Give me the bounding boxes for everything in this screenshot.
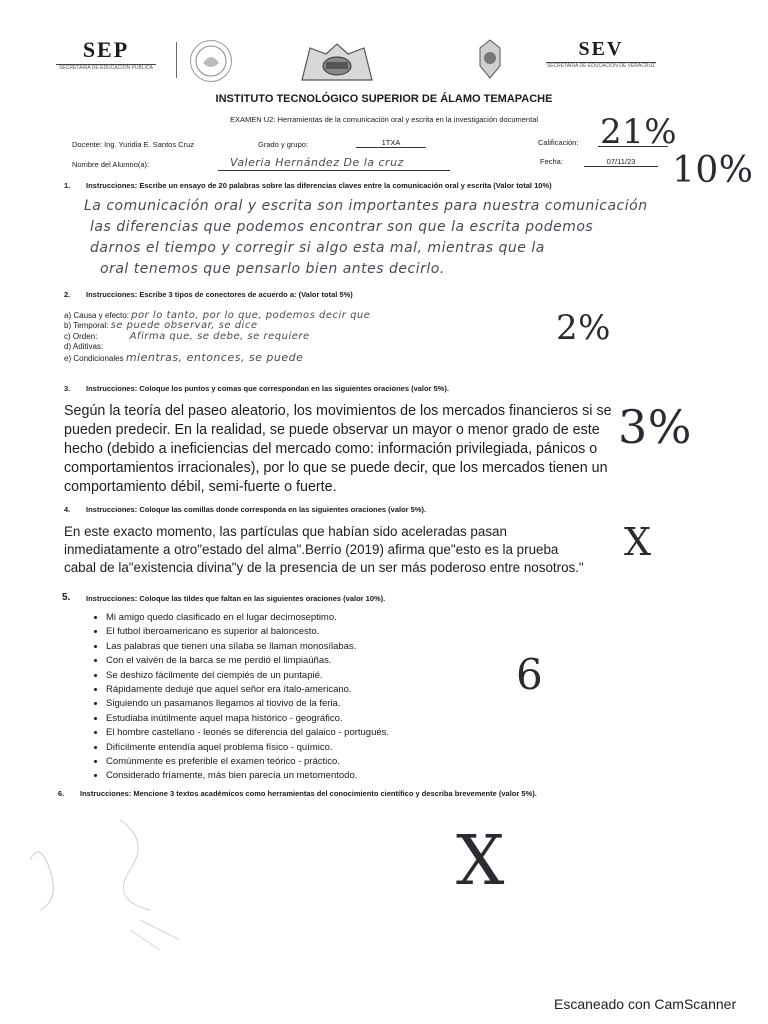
- q4-number: 4.: [64, 505, 71, 514]
- q2-number: 2.: [64, 290, 71, 299]
- q3-instructions: Instrucciones: Coloque los puntos y comas que correspondan en las siguientes oraciones (valor 5%).: [86, 384, 450, 393]
- sep-logo-sub: SECRETARÍA DE EDUCACIÓN PÚBLICA: [59, 65, 153, 71]
- q2-items: [64, 311, 370, 364]
- q3-line: comportamiento débil, semi-fuerte o fuerte.: [64, 479, 337, 495]
- q1-answer-line: las diferencias que podemos encontrar son que la escrita podemos: [90, 219, 594, 235]
- q5-item: • Estudiaba inútilmente aquel mapa histórico - geográfico.: [106, 712, 512, 726]
- fecha-value: 07/11/23: [584, 157, 658, 167]
- alumno-value: Valeria Hernández De la cruz: [230, 156, 404, 169]
- q1-answer-line: oral tenemos que pensarlo bien antes decirlo.: [100, 261, 445, 277]
- q1-answer: [84, 196, 754, 280]
- q5-item: • Rápidamente dedujé que aquel señor era ítalo-americano.: [106, 683, 512, 697]
- veracruz-seal-icon: [466, 36, 514, 84]
- q2-item-answer: Afirma que, se debe, se requiere: [129, 330, 310, 342]
- q5-item: • El hombre castellano - leonés se diferencia del galaico - portugués.: [106, 726, 512, 740]
- sep-logo: [46, 38, 166, 86]
- itsat-logo-icon: [296, 40, 378, 84]
- q6-number: 6.: [58, 789, 65, 798]
- q2-instructions: Instrucciones: Escribe 3 tipos de conectores de acuerdo a: (Valor total 5%): [86, 290, 353, 299]
- q1-answer-line: darnos el tiempo y corregir si algo esta mal, mientras que la: [90, 240, 545, 256]
- q5-item: • Difícilmente entendía aquel problema físico - químico.: [106, 741, 512, 755]
- q3-paragraph: [64, 402, 624, 497]
- q4-paragraph: [64, 523, 624, 577]
- exam-title: EXAMEN U2: Herramientas de la comunicación oral y escrita en la investigación documental: [229, 115, 539, 124]
- q2-item-c: [64, 332, 370, 342]
- q5-item: • Considerado fríamente, más bien parecía un metomentodo.: [106, 769, 512, 783]
- sev-logo-text: SEV: [578, 38, 624, 60]
- q2-item-label: b) Temporal:: [64, 321, 109, 331]
- sep-logo-text: SEP: [82, 37, 130, 62]
- q5-list: [92, 611, 512, 784]
- q5-item: • Se deshizo fácilmente del ciempiés de un puntapié.: [106, 669, 512, 683]
- alumno-line: [218, 170, 450, 171]
- q6-instructions: Instrucciones: Mencione 3 textos académicos como herramientas del conocimiento científico y describa brevemente (valor 5%).: [80, 789, 537, 798]
- sev-logo-sub: SECRETARÍA DE EDUCACIÓN DE VERACRUZ: [546, 63, 656, 69]
- q5-item: • Mi amigo quedo clasificado en el lugar decimoseptimo.: [106, 611, 512, 625]
- q4-line: En este exacto momento, las partículas que habían sido aceleradas pasan: [64, 524, 507, 539]
- q3-number: 3.: [64, 384, 71, 393]
- camscanner-watermark: Escaneado con CamScanner: [554, 996, 737, 1012]
- q2-item-e: [64, 350, 370, 364]
- q2-item-label: e) Condicionales: [64, 353, 124, 363]
- q5-item: • Con el vaivén de la barca se me perdió el limpiaúñas.: [106, 654, 512, 668]
- q2-item-label: a) Causa y efecto:: [64, 311, 129, 320]
- q3-grade: 3%: [618, 400, 692, 454]
- mexico-seal-icon: [190, 40, 232, 82]
- q2-item-answer: se puede observar, se dice: [110, 320, 258, 332]
- q2-grade: 2%: [556, 308, 611, 348]
- q2-item-answer: por lo tanto, por lo que, podemos decir que: [131, 310, 371, 321]
- q3-line: Según la teoría del paseo aleatorio, los movimientos de los mercados financieros si se: [64, 403, 612, 419]
- q4-line: inmediatamente a otro"estado del alma".Berrío (2019) afirma que"esto es la prueba: [64, 542, 559, 557]
- docente-label: Docente: Ing. Yuridia E. Santos Cruz: [72, 140, 195, 149]
- q1-number: 1.: [64, 181, 71, 190]
- q1-instructions: Instrucciones: Escribe un ensayo de 20 palabras sobre las diferencias claves entre la comunicación oral y escrita (Valor total 10%): [86, 181, 552, 190]
- grado-value: 1TXA: [356, 138, 426, 148]
- q1-grade: 10%: [672, 150, 754, 191]
- q4-grade: X: [624, 520, 652, 564]
- q2-item-label: d) Aditivas:: [64, 342, 104, 352]
- q6-grade: X: [456, 822, 505, 901]
- sev-logo: [536, 38, 666, 82]
- q3-line: hecho (debido a ineficiencias del mercado como: información privilegiada, pánicos o: [64, 441, 598, 457]
- grado-label: Grado y grupo:: [258, 140, 309, 149]
- q5-item: • Siguiendo un pasamanos llegamos al tiovivo de la feria.: [106, 697, 512, 711]
- institution-title: INSTITUTO TECNOLÓGICO SUPERIOR DE ÁLAMO TEMAPACHE: [215, 93, 553, 105]
- q5-item: • El futbol iberoamericano es superior al baloncesto.: [106, 625, 512, 639]
- q2-item-label: c) Orden:: [64, 331, 98, 341]
- header-divider: [176, 42, 177, 78]
- q1-answer-line: La comunicación oral y escrita son importantes para nuestra comunicación: [84, 198, 648, 214]
- q5-grade: 6: [516, 650, 544, 699]
- q5-number: 5.: [62, 592, 71, 603]
- calificacion-value: 21%: [600, 112, 678, 152]
- alumno-label: Nombre del Alumno(a):: [72, 160, 150, 169]
- q5-instructions: Instrucciones: Coloque las tildes que faltan en las siguientes oraciones (valor 10%).: [86, 594, 386, 603]
- q4-line: cabal de la"existencia divina"y de la presencia de un ser más poderoso entre nosotros.": [64, 560, 584, 575]
- q5-item: • Comúnmente es preferible el examen teórico - práctico.: [106, 755, 512, 769]
- q2-item-answer: mientras, entonces, se puede: [125, 350, 304, 364]
- q3-line: comportamientos irracionales), por lo que se puede decir, que los mercados tienen un: [64, 460, 608, 476]
- calificacion-label: Calificación:: [538, 138, 579, 147]
- q5-item: • Las palabras que tienen una sílaba se llaman monosílabas.: [106, 640, 512, 654]
- fecha-label: Fecha:: [540, 157, 563, 166]
- pencil-sketch: [10, 800, 200, 970]
- q3-line: pueden predecir. En la realidad, se puede observar un mayor o menor grado de este: [64, 422, 600, 438]
- q4-instructions: Instrucciones: Coloque las comillas donde corresponda en las siguientes oraciones (valor 5%).: [86, 505, 427, 514]
